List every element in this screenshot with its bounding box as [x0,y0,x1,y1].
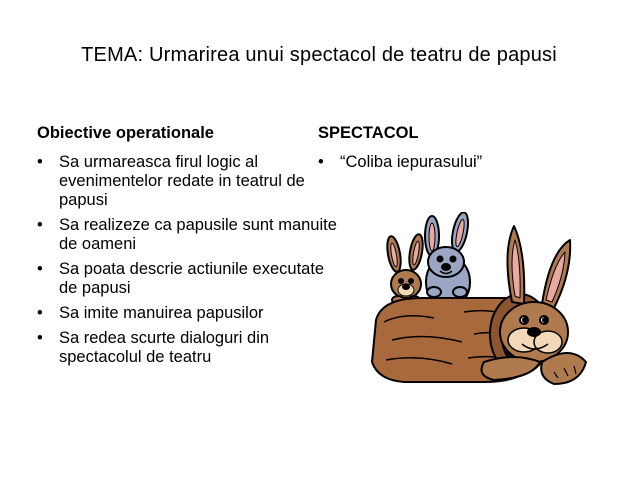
bullet-icon: • [37,153,43,171]
rabbits-in-log-icon [364,212,602,402]
bullet-icon: • [37,260,43,278]
objectives-list [37,153,337,367]
bullet-icon: • [37,329,43,347]
list-item: • Sa imite manuirea papusilor [37,304,264,322]
spectacle-list [318,153,618,172]
bullet-icon: • [37,216,43,234]
list-item: • Sa redea scurte dialoguri din spectacolul de teatru [37,329,270,366]
objectives-column [37,124,337,373]
list-item: • Sa poata descrie actiunile executate de papusi [37,260,325,297]
slide-title: TEMA: Urmarirea unui spectacol de teatru de papusi [81,44,557,66]
bullet-icon: • [318,153,324,171]
spectacle-heading: SPECTACOL [318,124,419,142]
list-item: • Sa realizeze ca papusile sunt manuite de oameni [37,216,337,253]
objectives-heading: Obiective operationale [37,124,214,142]
bullet-icon: • [37,304,43,322]
list-item: • Sa urmareasca firul logic al evenimentelor redate in teatrul de papusi [37,153,305,209]
spectacle-column [318,124,618,178]
list-item: • “Coliba iepurasului” [318,153,483,171]
